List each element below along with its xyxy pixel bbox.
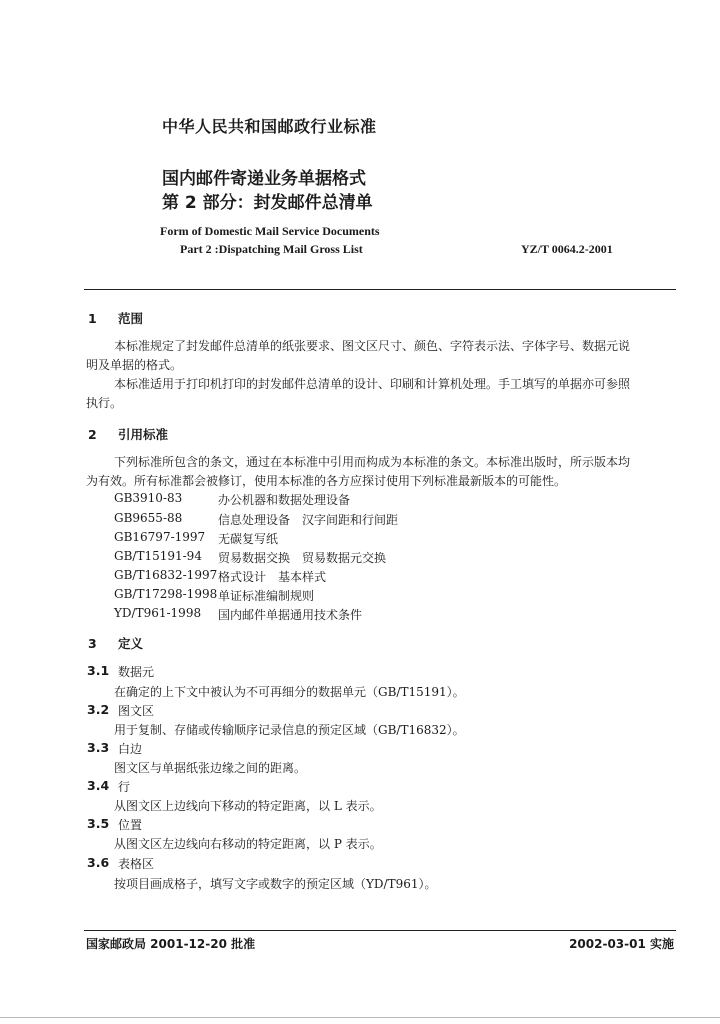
ref-code: GB/T17298-1998 [114, 587, 218, 601]
ref-code: YD/T961-1998 [114, 606, 202, 620]
section-title: 引用标准 [118, 427, 169, 442]
ref-title: 国内邮件单据通用技术条件 [218, 608, 363, 622]
text-line: 明及单据的格式。 [86, 358, 183, 372]
definition-term: 行 [118, 780, 131, 794]
ref-title: 格式设计 基本样式 [218, 570, 327, 584]
ref-title: 无碳复写纸 [218, 532, 279, 546]
definition-number: 3.2 [87, 702, 110, 717]
definition-text: 按项目画成格子，填写文字或数字的预定区域（YD/T961）。 [114, 877, 437, 891]
text-line: 执行。 [86, 396, 123, 410]
ref-title: 办公机器和数据处理设备 [218, 493, 351, 507]
header-divider [84, 289, 676, 290]
text-line: 下列标准所包含的条文，通过在本标准中引用而构成为本标准的条文。本标准出版时，所示版本均 [114, 455, 631, 469]
text-line: 为有效。所有标准都会被修订，使用本标准的各方应探讨使用下列标准最新版本的可能性。 [86, 474, 567, 488]
ref-code: GB/T16832-1997 [114, 568, 218, 582]
definition-text: 在确定的上下文中被认为不可再细分的数据单元（GB/T15191）。 [114, 685, 465, 699]
section-title: 定义 [118, 636, 144, 651]
section-1-paragraph-2 [86, 375, 680, 413]
definition-text: 从图文区上边线向下移动的特定距离，以 L 表示。 [114, 799, 382, 813]
approval-date: 国家邮政局 2001-12-20 批准 [86, 937, 256, 951]
definition-term: 数据元 [118, 665, 155, 679]
ref-code: GB16797-1997 [114, 530, 206, 544]
definition-text: 从图文区左边线向右移动的特定距离，以 P 表示。 [114, 837, 382, 851]
definition-number: 3.5 [87, 816, 110, 831]
section-number: 2 [88, 427, 97, 442]
ref-title: 单证标准编制规则 [218, 589, 315, 603]
definition-term: 白边 [118, 742, 143, 756]
section-number: 1 [88, 311, 97, 326]
section-2-heading [88, 425, 168, 443]
definition-text: 图文区与单据纸张边缘之间的距离。 [114, 761, 307, 775]
ref-title: 信息处理设备 汉字间距和行间距 [218, 513, 399, 527]
text-line: 本标准规定了封发邮件总清单的纸张要求、图文区尺寸、颜色、字符表示法、字体字号、数据元说 [114, 339, 631, 353]
section-2-paragraph [86, 453, 680, 491]
section-1-heading [88, 309, 143, 327]
definition-number: 3.4 [87, 778, 110, 793]
footer-divider [84, 930, 676, 931]
text-line: 本标准适用于打印机打印的封发邮件总清单的设计、印刷和计算机处理。手工填写的单据亦可参照 [114, 377, 631, 391]
definition-number: 3.6 [87, 855, 110, 870]
definition-term: 图文区 [118, 704, 155, 718]
industry-standard-heading: 中华人民共和国邮政行业标准 [162, 117, 377, 136]
ref-title: 贸易数据交换 贸易数据元交换 [218, 551, 387, 565]
standard-code: YZ/T 0064.2-2001 [521, 242, 613, 256]
scan-edge-line [0, 1017, 720, 1018]
definition-term: 表格区 [118, 857, 155, 871]
definition-term: 位置 [118, 818, 143, 832]
section-1-paragraph-1 [86, 337, 680, 375]
definition-text: 用于复制、存储或传输顺序记录信息的预定区域（GB/T16832）。 [114, 723, 465, 737]
ref-code: GB/T15191-94 [114, 549, 202, 563]
title-en-line1: Form of Domestic Mail Service Documents [160, 224, 380, 238]
section-number: 3 [88, 636, 97, 651]
title-cn-line1: 国内邮件寄递业务单据格式 [162, 169, 366, 189]
ref-code: GB9655-88 [114, 511, 183, 525]
title-cn-line2: 第 2 部分：封发邮件总清单 [162, 193, 373, 213]
definition-number: 3.1 [87, 663, 110, 678]
section-title: 范围 [118, 311, 144, 326]
section-3-heading [88, 634, 143, 652]
definition-number: 3.3 [87, 740, 110, 755]
ref-code: GB3910-83 [114, 491, 183, 505]
implementation-date: 2002-03-01 实施 [569, 937, 674, 951]
title-en-line2: Part 2 :Dispatching Mail Gross List [180, 242, 363, 256]
